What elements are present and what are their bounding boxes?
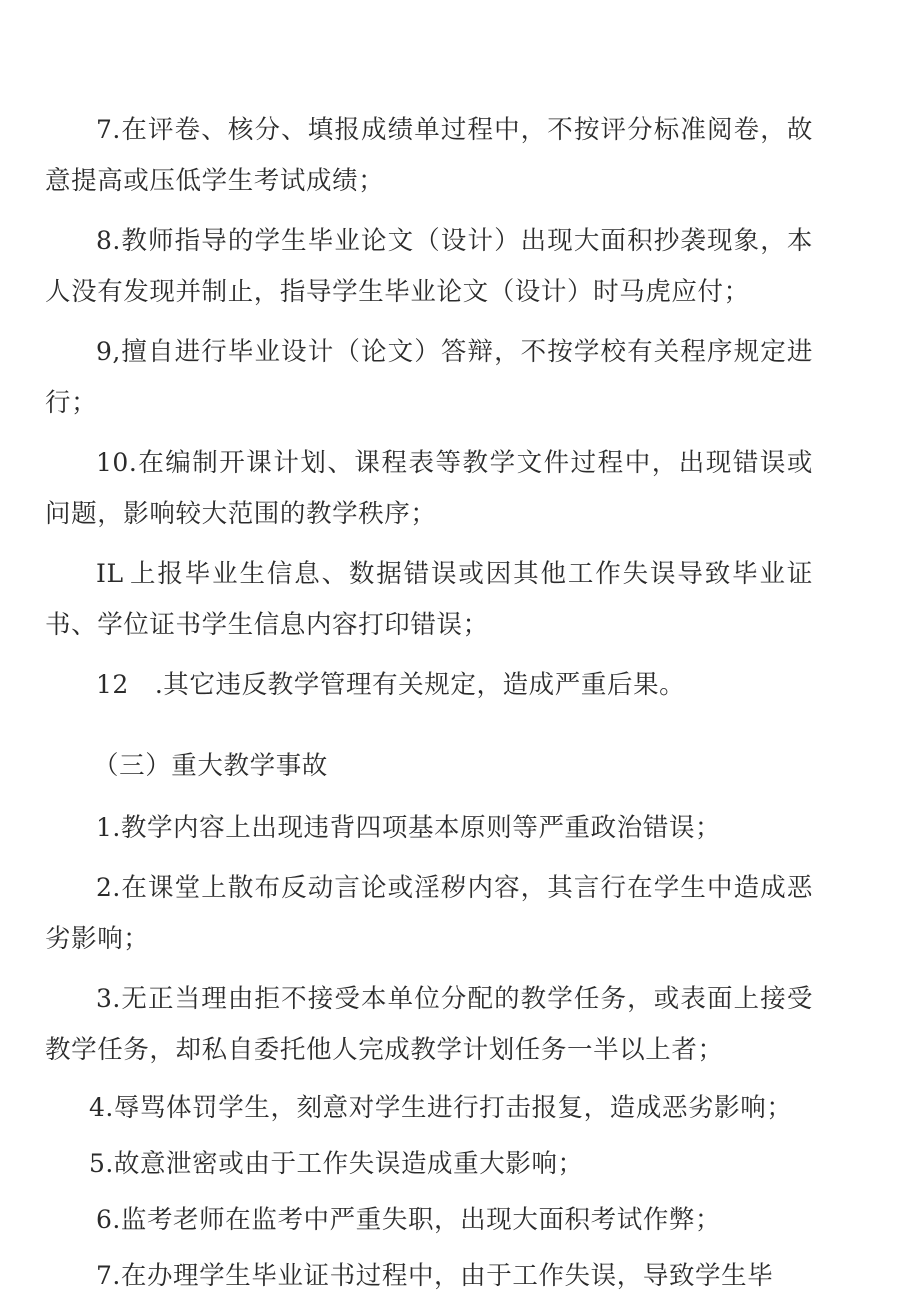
list-separator: . [112, 226, 121, 255]
list-item-text: 教师指导的学生毕业论文（设计）出现大面积抄袭现象，本人没有发现并制止，指导学生毕业论文（设计）时马虎应付； [45, 226, 813, 307]
list-item [45, 1140, 813, 1188]
list-marker: 5 [89, 1149, 106, 1178]
list-item [45, 548, 813, 651]
list-separator: . [112, 1261, 121, 1290]
list-item [45, 104, 813, 207]
list-marker: 7 [96, 115, 113, 144]
list-separator: . [105, 1149, 114, 1178]
list-marker: 2 [96, 873, 113, 902]
list-marker: 12 [96, 670, 129, 699]
list-item [45, 973, 813, 1076]
list-item [45, 1196, 813, 1244]
list-separator: , [112, 337, 121, 366]
list-separator: . [112, 115, 121, 144]
list-marker: 6 [96, 1205, 113, 1234]
list-item [45, 437, 813, 540]
list-item-text: 在编制开课计划、课程表等教学文件过程中，出现错误或问题，影响较大范围的教学秩序； [45, 448, 813, 529]
list-item-text: 故意泄密或由于工作失误造成重大影响； [113, 1149, 584, 1179]
list-marker: 4 [89, 1093, 106, 1122]
list-marker: 10 [96, 448, 129, 477]
list-separator: . [112, 873, 121, 902]
list-item-text: 监考老师在监考中严重失职，出现大面积考试作弊； [120, 1205, 722, 1235]
list-item [45, 862, 813, 965]
section-heading: （三）重大教学事故 [93, 751, 328, 781]
list-item [45, 215, 813, 318]
list-marker: 3 [96, 984, 113, 1013]
list-item [45, 1084, 813, 1132]
list-item-text: 无正当理由拒不接受本单位分配的教学任务，或表面上接受教学任务，却私自委托他人完成教学计划任务一半以上者； [45, 984, 813, 1065]
list-item [45, 659, 813, 711]
list-item [45, 1252, 813, 1300]
list-marker: IL [96, 559, 124, 588]
list-item-text: 在办理学生毕业证书过程中，由于工作失误，导致学生毕 [120, 1261, 774, 1291]
list-separator: . [154, 670, 164, 699]
list-separator: . [105, 1093, 114, 1122]
list-marker: 7 [96, 1261, 113, 1290]
list-marker: 1 [96, 813, 113, 842]
list-marker: 9 [96, 337, 113, 366]
list-item [45, 326, 813, 429]
list-item-text: 上报毕业生信息、数据错误或因其他工作失误导致毕业证书、学位证书学生信息内容打印错误； [45, 559, 813, 640]
list-item-text: 擅自进行毕业设计（论文）答辩，不按学校有关程序规定进行； [45, 337, 813, 418]
list-item-text: 辱骂体罚学生，刻意对学生进行打击报复，造成恶劣影响； [113, 1093, 793, 1123]
list-item-text: 在评卷、核分、填报成绩单过程中，不按评分标准阅卷，故意提高或压低学生考试成绩； [45, 115, 813, 196]
list-separator: . [112, 1205, 121, 1234]
list-separator: . [128, 448, 138, 477]
list-marker: 8 [96, 226, 113, 255]
document-body [45, 104, 813, 1300]
list-item-text: 在课堂上散布反动言论或淫秽内容，其言行在学生中造成恶劣影响； [45, 873, 813, 954]
list-item-text: 教学内容上出现违背四项基本原则等严重政治错误； [120, 813, 722, 843]
list-item [45, 802, 813, 854]
list-separator: . [112, 813, 121, 842]
list-separator: . [112, 984, 121, 1013]
list-item-text: 其它违反教学管理有关规定，造成严重后果。 [163, 670, 686, 700]
